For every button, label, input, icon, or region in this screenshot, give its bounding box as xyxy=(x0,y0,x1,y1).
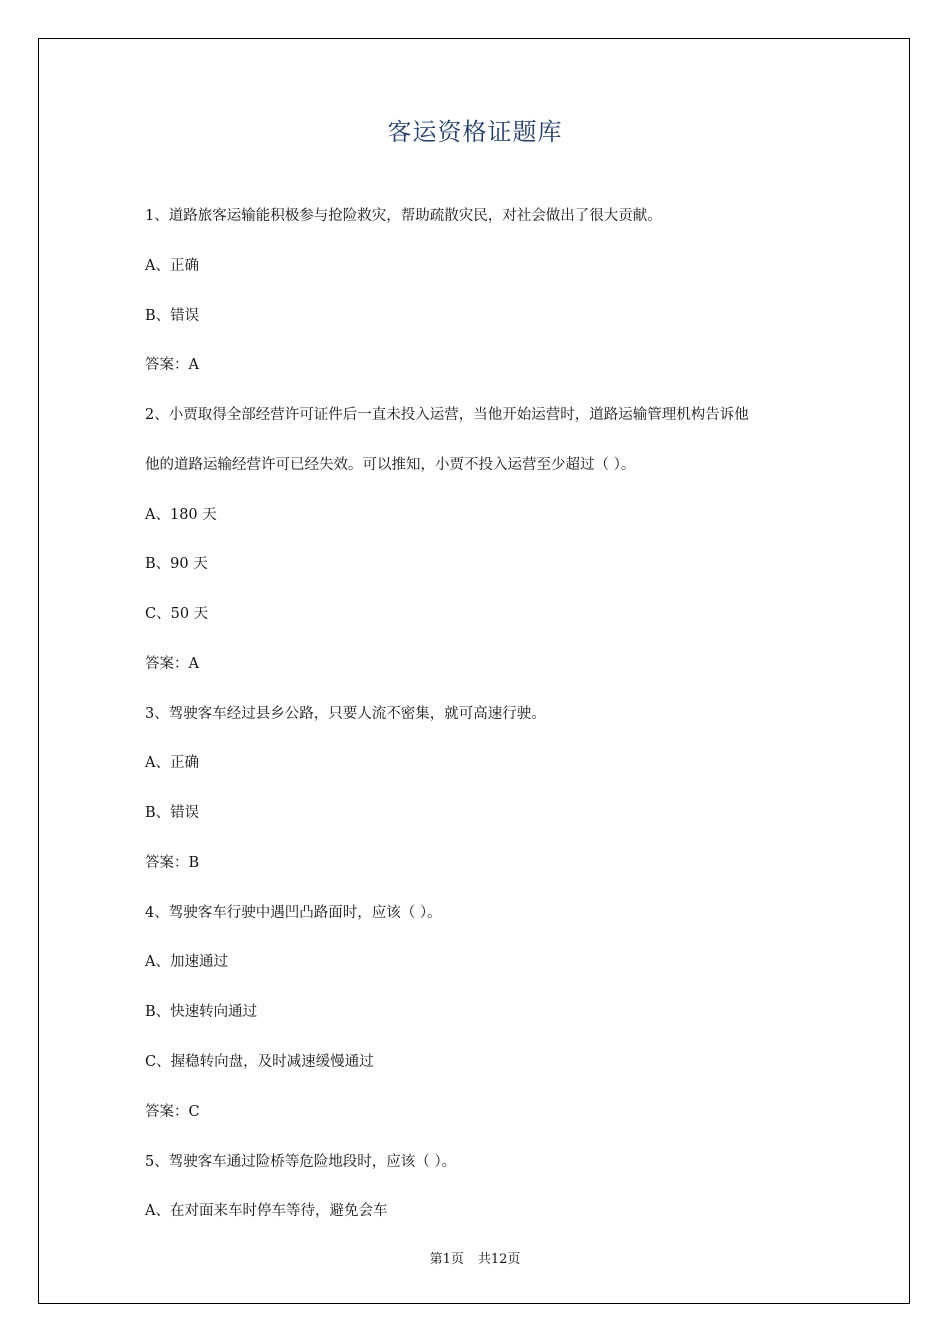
option-line: A、180 天 xyxy=(145,507,217,523)
question-3-text: 3、驾驶客车经过县乡公路，只要人流不密集，就可高速行驶。 xyxy=(145,706,546,722)
option-line: B、错误 xyxy=(145,308,200,324)
option-line: B、90 天 xyxy=(145,556,208,572)
question-2-text-cont: 他的道路运输经营许可已经失效。可以推知，小贾不投入运营至少超过（ ）。 xyxy=(145,457,636,473)
option-line: B、快速转向通过 xyxy=(145,1004,258,1020)
option-line: A、正确 xyxy=(145,755,199,771)
answer-line: 答案：C xyxy=(145,1104,200,1120)
document-title: 客运资格证题库 xyxy=(387,118,563,146)
question-2-text: 2、小贾取得全部经营许可证件后一直未投入运营，当他开始运营时，道路运输管理机构告诉他 xyxy=(145,407,749,423)
option-line: A、正确 xyxy=(145,258,199,274)
option-line: A、在对面来车时停车等待，避免会车 xyxy=(145,1203,388,1219)
question-1-text: 1、道路旅客运输能积极参与抢险救灾，帮助疏散灾民，对社会做出了很大贡献。 xyxy=(145,208,662,224)
answer-line: 答案：A xyxy=(145,656,199,672)
total-pages: 共12页 xyxy=(477,1252,521,1267)
question-4-text: 4、驾驶客车行驶中遇凹凸路面时，应该（ ）。 xyxy=(145,905,442,921)
option-line: C、50 天 xyxy=(145,606,209,622)
option-line: B、错误 xyxy=(145,805,200,821)
answer-line: 答案：A xyxy=(145,357,199,373)
page-number: 第1页 xyxy=(429,1252,464,1267)
question-5-text: 5、驾驶客车通过险桥等危险地段时，应该（ ）。 xyxy=(145,1154,457,1170)
page-footer xyxy=(0,1248,950,1267)
option-line: A、加速通过 xyxy=(145,954,228,970)
answer-line: 答案：B xyxy=(145,855,200,871)
option-line: C、握稳转向盘，及时减速缓慢通过 xyxy=(145,1054,374,1070)
